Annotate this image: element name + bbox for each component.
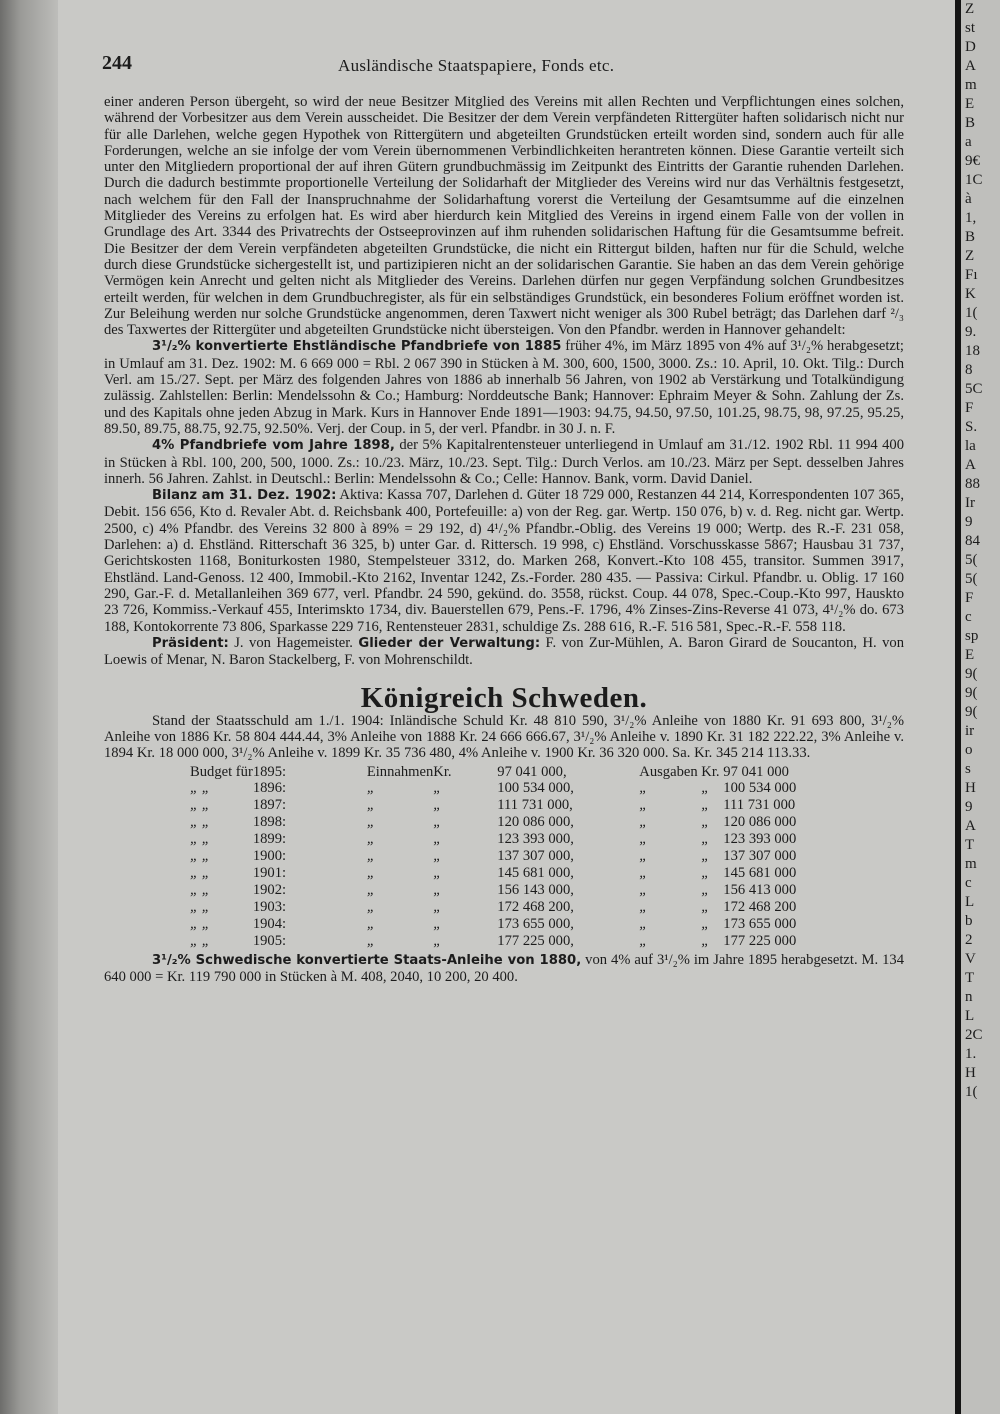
budget-label: „ „ <box>190 780 210 797</box>
adjacent-page-fragment: B <box>965 115 976 131</box>
adjacent-page-fragment: sp <box>965 628 979 644</box>
budget-row <box>190 780 823 797</box>
praesident-label: Präsident: <box>152 635 229 651</box>
budget-year: 1897: <box>252 797 287 814</box>
paragraph-bilanz <box>104 487 904 635</box>
adjacent-page-fragment: n <box>965 989 973 1005</box>
adjacent-page-fragment: 1. <box>965 1046 977 1062</box>
running-head <box>92 50 904 80</box>
adjacent-page-fragment: V <box>965 951 976 967</box>
ditto-mark: „ <box>433 881 442 898</box>
adjacent-page-fragment: 9€ <box>965 153 980 169</box>
ditto-mark: „ <box>366 881 375 898</box>
section-heading-schweden: Königreich Schweden. <box>360 682 648 715</box>
budget-year: 1896: <box>252 780 287 797</box>
ditto-mark: „ <box>366 848 375 865</box>
ditto-mark: „ <box>701 797 710 814</box>
ditto-mark: „ <box>639 831 648 848</box>
budget-income: 111 731 000, <box>497 797 573 814</box>
adjacent-page-fragment: Z <box>965 1 975 17</box>
ditto-mark: „ <box>701 881 710 898</box>
budget-label: „ „ <box>190 932 210 949</box>
praesident-name: J. von Hagemeister. <box>228 634 359 651</box>
budget-row <box>190 933 823 950</box>
budget-expense: 100 534 000 <box>723 780 797 797</box>
currency-label: Kr. <box>433 763 452 780</box>
budget-label: „ „ <box>190 848 210 865</box>
adjacent-page-fragment: F <box>965 400 974 416</box>
page-number: 244 <box>102 52 132 74</box>
bond-heading-1885: 3¹/₂% konvertierte Ehstländische Pfandbriefe von 1885 <box>152 339 562 355</box>
adjacent-page-fragment: H <box>965 780 976 796</box>
header-title: Ausländische Staatspapiere, Fonds etc. <box>338 56 615 75</box>
budget-expense: 156 413 000 <box>723 881 797 898</box>
budget-year: 1895: <box>252 763 287 780</box>
ditto-mark: „ <box>639 915 648 932</box>
bond-text-1898: der 5% Kapitalrentensteuer unterliegend in Umlauf am 31./12. 1902 Rbl. 11 994 400 in Stücken à Rbl. 100, 200, 500, 1000. Zs.: 10./23. März, 10./23. Sept. Tilg.: Durch Verlos. am 10./23. März per Sept. desselben Jahres innerh. 56 Jahren. Zahlst. in Deutschl.: Berlin: Mendelssohn & Co.; Celle: Hannov. Bank, vorm. David Daniel. <box>104 437 904 487</box>
ditto-mark: „ <box>639 814 648 831</box>
adjacent-page-fragment: b <box>965 913 973 929</box>
budget-label: „ „ <box>190 881 210 898</box>
budget-row <box>190 831 823 848</box>
paragraph-anleihe-1880 <box>104 952 904 986</box>
budget-label: Budget für <box>190 763 253 780</box>
adjacent-page-fragment: Fı <box>965 267 978 283</box>
adjacent-page-fragment: 5( <box>965 571 978 587</box>
ditto-mark: „ <box>639 848 648 865</box>
budget-label: „ „ <box>190 831 210 848</box>
ditto-mark: „ <box>433 848 442 865</box>
ditto-mark: „ <box>433 865 442 882</box>
paragraph-pfandbriefe-1898 <box>104 437 904 487</box>
budget-label: „ „ <box>190 865 210 882</box>
adjacent-page-fragment: 9( <box>965 666 978 682</box>
ditto-mark: „ <box>433 915 442 932</box>
budget-expense: 123 393 000 <box>723 831 797 848</box>
budget-income: 97 041 000, <box>497 763 567 780</box>
adjacent-page-fragment: A <box>965 58 976 74</box>
ditto-mark: „ <box>639 881 648 898</box>
adjacent-page-fragment: H <box>965 1065 976 1081</box>
page <box>92 50 904 985</box>
budget-label: „ „ <box>190 915 210 932</box>
budget-income: 177 225 000, <box>497 932 574 949</box>
budget-table <box>190 764 823 950</box>
budget-row <box>190 814 823 831</box>
adjacent-page-fragment: a <box>965 134 972 150</box>
adjacent-page-fragment: D <box>965 39 976 55</box>
budget-row <box>190 882 823 899</box>
einnahmen-label: Einnahmen <box>366 763 434 780</box>
adjacent-page-fragment: m <box>965 856 977 872</box>
adjacent-page-fragment: 8 <box>965 362 973 378</box>
adjacent-page-fragment: 88 <box>965 476 980 492</box>
verwaltung-label: Glieder der Verwaltung: <box>358 635 541 651</box>
bond-text-1885: früher 4%, im März 1895 von 4% auf 3¹/₂% herabgesetzt; in Umlauf am 31. Dez. 1902: M. 6 669 000 = Rbl. 2 067 390 in Stücken à M. 300, 600, 1500, 3000. Zs.: 10. April, 10. Okt. Tilg.: Durch Verl. am 15./27. Sept. per März des folgenden Jahres von 1886 ab innerhalb 56 Jahren, von 1902 ab Verstärkung und Totalkündigung zulässig. Zahlstellen: Berlin: Mendelssohn & Co.; Hamburg: Norddeutsche Bank; Hannover: Ephraim Meyer & Sohn. Zahlung der Zs. und des Kapitals ohne jeden Abzug in Mark. Kurs in Hannover Ende 1891—1903: 94.75, 94.50, 97.50, 101.25, 98.75, 98, 97.25, 95.25, 89.50, 89.75, 88.75, 92.75, 92.50%. Verj. der Coup. in 5, der verl. Pfandbr. in 30 J. n. F. <box>104 338 904 437</box>
adjacent-page-fragment: o <box>965 742 973 758</box>
ditto-mark: „ <box>366 915 375 932</box>
budget-row <box>190 899 823 916</box>
ditto-mark: „ <box>366 831 375 848</box>
body-text <box>104 94 904 985</box>
ditto-mark: „ <box>366 814 375 831</box>
paragraph-vereins-haftung: einer anderen Person übergeht, so wird der neue Besitzer Mitglied des Vereins mit allen Rechten und Verpflichtungen eines solchen, während der Vorbesitzer aus dem Verein ausscheidet. Die Besitzer der dem Verein verpfändeten Rittergüter haften solidarisch nicht nur für alle Darlehen, welche gegen Hypothek von Rittergütern und abgeteilten Grundstücken erteilt worden sind, sondern auch für alle Forderungen, welche an sie infolge der vom Verein übernommenen Verbindlichkeiten herantreten können. Diese Garantie verteilt sich unter den Mitgliedern proportional der auf ihren Gütern grundbuchmässig im Zeitpunkt des Eintritts der Garantie ruhenden Darlehen. Durch die dadurch bestimmte proportionelle Verteilung der Solidarhaft der Mitglieder des Vereins wird nur das Verhältnis festgesetzt, nach welchem für den Fall der Inanspruchnahme der Solidarhaftung vorerst die Verteilung der Gesamtsumme auf die einzelnen Mitglieder des Vereins zu erfolgen hat. Es wird aber hierdurch kein Mitglied des Vereins in irgend einem Falle von der vollen in Grundlage des Art. 3344 des Privatrechts der Ostseeprovinzen auf ihm ruhenden solidarischen Haftung für die Gesamtsumme befreit. Die Besitzer der dem Verein verpfändeten abgeteilten Grundstücke, die nicht ein Rittergut bilden, haften nur für die Schuld, welche durch diese Grundstücke sichergestellt ist, und partizipieren nicht an der solidarischen Garantie. Sie haben an das dem Verein gehörige Vermögen kein Anrecht und gelten nicht als Mitglieder des Vereins. Darlehen dürfen nur gegen Verpfändung solchen Grundbesitzes erteilt werden, für welchen in dem Grundbuchregister, als für ein selbständiges Grundstück, ein besonderes Folium eröffnet worden ist. Zur Beleihung werden nur solche Grundstücke angenommen, deren Taxwert nicht weniger als 300 Rubel beträgt; das Darlehen darf ²/₃ des Taxwertes der Rittergüter und abgeteilten Grundstücke nicht übersteigen. Von den Pfandbr. werden in Hannover gehandelt: <box>104 94 904 339</box>
ditto-mark: „ <box>366 797 375 814</box>
ditto-mark: „ <box>433 932 442 949</box>
anleihe-1880-heading: 3¹/₂% Schwedische konvertierte Staats-Anleihe von 1880, <box>152 952 582 968</box>
budget-year: 1898: <box>252 814 287 831</box>
paragraph-verwaltung <box>104 635 904 669</box>
budget-income: 172 468 200, <box>497 898 574 915</box>
budget-expense: 177 225 000 <box>723 932 797 949</box>
adjacent-page-fragment: 1C <box>965 172 983 188</box>
adjacent-page-fragment: 2C <box>965 1027 983 1043</box>
budget-expense: 97 041 000 <box>723 763 789 780</box>
adjacent-page-fragment: 2 <box>965 932 973 948</box>
budget-income: 137 307 000, <box>497 848 574 865</box>
adjacent-page-fragment: B <box>965 229 976 245</box>
ditto-mark: „ <box>701 848 710 865</box>
adjacent-page-fragment: 18 <box>965 343 980 359</box>
adjacent-page-fragment: ir <box>965 723 975 739</box>
budget-expense: 111 731 000 <box>723 797 796 814</box>
bilanz-heading: Bilanz am 31. Dez. 1902: <box>152 488 337 504</box>
adjacent-page-fragment: 5C <box>965 381 983 397</box>
adjacent-page-fragment: 84 <box>965 533 980 549</box>
adjacent-page-fragment: à <box>965 191 972 207</box>
adjacent-page-fragment: c <box>965 875 972 891</box>
ditto-mark: „ <box>701 831 710 848</box>
budget-year: 1903: <box>252 898 287 915</box>
budget-income: 145 681 000, <box>497 865 574 882</box>
adjacent-page-fragment: T <box>965 970 975 986</box>
budget-income: 100 534 000, <box>497 780 574 797</box>
budget-expense: 173 655 000 <box>723 915 797 932</box>
adjacent-page-fragment: 1( <box>965 305 978 321</box>
budget-income: 120 086 000, <box>497 814 574 831</box>
anleihe-1880-text: von 4% auf 3¹/₂% im Jahre 1895 herabgesetzt. M. 134 640 000 = Kr. 119 790 000 in Stücken à M. 408, 2040, 10 200, 20 400. <box>104 951 904 985</box>
adjacent-page-fragment: Z <box>965 248 975 264</box>
ditto-mark: „ <box>366 932 375 949</box>
ditto-mark: „ <box>433 780 442 797</box>
bond-heading-1898: 4% Pfandbriefe vom Jahre 1898, <box>152 438 395 454</box>
budget-year: 1900: <box>252 848 287 865</box>
verwaltung-names: F. von Zur-Mühlen, A. Baron Girard de Soucanton, H. von Loewis of Menar, N. Baron Stackelberg, F. von Mohrenschildt. <box>104 634 904 669</box>
budget-income: 156 143 000, <box>497 881 574 898</box>
budget-expense: 172 468 200 <box>723 898 797 915</box>
budget-year: 1901: <box>252 865 287 882</box>
adjacent-page-fragment: L <box>965 894 975 910</box>
budget-row <box>190 848 823 865</box>
adjacent-page-fragment: c <box>965 609 972 625</box>
ditto-mark: „ <box>433 898 442 915</box>
ditto-mark: „ <box>701 865 710 882</box>
adjacent-page-fragment: T <box>965 837 975 853</box>
ditto-mark: „ <box>433 831 442 848</box>
ditto-mark: „ <box>639 932 648 949</box>
ditto-mark: „ <box>701 915 710 932</box>
adjacent-page-fragment: 1, <box>965 210 977 226</box>
ditto-mark: „ <box>366 898 375 915</box>
adjacent-page-fragment: 5( <box>965 552 978 568</box>
budget-year: 1899: <box>252 831 287 848</box>
adjacent-page-fragment: la <box>965 438 976 454</box>
budget-row <box>190 865 823 882</box>
adjacent-page-fragment: K <box>965 286 976 302</box>
budget-row <box>190 797 823 814</box>
adjacent-page-fragment: L <box>965 1008 975 1024</box>
adjacent-page-fragment: 9( <box>965 685 978 701</box>
budget-label: „ „ <box>190 898 210 915</box>
bilanz-text: Aktiva: Kassa 707, Darlehen d. Güter 18 729 000, Restanzen 44 214, Korrespondenten 107 365, Debit. 156 656, Kto d. Revaler Abt. d. Reichsbank 400, Portefeuille: a) von der Reg. gar. Wertp. 150 076, b) v. d. Reg. nicht gar. Wertp. 2500, c) 4% Pfandbr. des Vereins 32 800 à 89% = 29 192, d) 4¹/₂% Pfandbr.-Oblig. des Vereins 19 000; Wertp. des R.-F. 231 058, Darlehen: a) d. Ehstländ. Ritterschaft 36 325, b) unter Gar. d. Rittersch. 19 998, c) Ehstländ. Vorschusskasse 5867; Hausbau 31 737, Gerichtskosten 1168, Boniturkosten 1980, Stempelsteuer 3312, do. Marken 268, Konvert.-Kto 108 455, transitor. Summen 3917, Ehstländ. Land-Genoss. 12 400, Immobil.-Kto 2162, Inventar 1242, Zs.-Forder. 280 435. — Passiva: Cirkul. Pfandbr. u. Oblig. 17 160 290, Gar.-F. d. Metallanleihen 369 677, verl. Pfandbr. 24 590, gekünd. do. 3558, rückst. Coup. 44 078, Spec.-Coup.-Kto 997, Hauskto 23 726, Kommiss.-Verkauf 455, Interimskto 1734, div. Bauerstellen 679, Pens.-F. 1796, 4% Zinses-Zins-Reverse 41 073, 4¹/₂% do. 673 188, Kontokorrente 73 806, Sparkasse 229 716, Rentensteuer 2831, schuldige Zs. 288 616, R.-F. 516 581, Spec.-R.-F. 558 118. <box>104 487 904 635</box>
adjacent-page-fragment: st <box>965 20 976 36</box>
budget-expense: 145 681 000 <box>723 865 797 882</box>
budget-income: 173 655 000, <box>497 915 574 932</box>
ditto-mark: „ <box>701 780 710 797</box>
adjacent-page-fragment: A <box>965 457 976 473</box>
ditto-mark: „ <box>639 865 648 882</box>
ditto-mark: „ <box>701 898 710 915</box>
currency-label: Kr. <box>701 763 720 780</box>
budget-year: 1902: <box>252 881 287 898</box>
adjacent-page-fragment: 9 <box>965 799 973 815</box>
adjacent-page-fragment: S. <box>965 419 978 435</box>
adjacent-page-fragment: 9. <box>965 324 977 340</box>
budget-year: 1904: <box>252 915 287 932</box>
adjacent-page-strip <box>955 0 1000 1414</box>
adjacent-page-fragment: 1( <box>965 1084 978 1100</box>
adjacent-page-fragment: Ir <box>965 495 975 511</box>
ditto-mark: „ <box>366 865 375 882</box>
adjacent-page-fragment: E <box>965 647 975 663</box>
adjacent-page-fragment: F <box>965 590 974 606</box>
budget-income: 123 393 000, <box>497 831 574 848</box>
budget-label: „ „ <box>190 797 210 814</box>
budget-row <box>190 916 823 933</box>
ditto-mark: „ <box>639 898 648 915</box>
ditto-mark: „ <box>701 932 710 949</box>
paragraph-pfandbriefe-1885 <box>104 338 904 437</box>
adjacent-page-fragment: s <box>965 761 971 777</box>
ditto-mark: „ <box>639 780 648 797</box>
ditto-mark: „ <box>366 780 375 797</box>
ausgaben-label: Ausgaben <box>639 763 698 780</box>
adjacent-page-fragment: m <box>965 77 977 93</box>
budget-row <box>190 764 823 781</box>
adjacent-page-fragment: 9 <box>965 514 973 530</box>
ditto-mark: „ <box>701 814 710 831</box>
ditto-mark: „ <box>433 797 442 814</box>
paragraph-staatsschuld: Stand der Staatsschuld am 1./1. 1904: Inländische Schuld Kr. 48 810 590, 3¹/₂% Anleihe von 1880 Kr. 91 693 800, 3¹/₂% Anleihe von 1886 Kr. 58 804 444.44, 3% Anleihe von 1888 Kr. 24 666 666.67, 3¹/₂% Anleihe v. 1890 Kr. 31 182 222.22, 3% Anleihe v. 1894 Kr. 18 000 000, 3¹/₂% Anleihe v. 1899 Kr. 35 736 480, 4% Anleihe v. 1900 Kr. 36 320 000. Sa. Kr. 345 214 113.33. <box>104 712 904 762</box>
ditto-mark: „ <box>639 797 648 814</box>
budget-expense: 120 086 000 <box>723 814 797 831</box>
budget-expense: 137 307 000 <box>723 848 797 865</box>
budget-label: „ „ <box>190 814 210 831</box>
ditto-mark: „ <box>433 814 442 831</box>
adjacent-page-fragment: E <box>965 96 975 112</box>
adjacent-page-fragment: 9( <box>965 704 978 720</box>
scan-edge-left <box>0 0 58 1414</box>
adjacent-page-fragment: A <box>965 818 976 834</box>
budget-year: 1905: <box>252 932 287 949</box>
